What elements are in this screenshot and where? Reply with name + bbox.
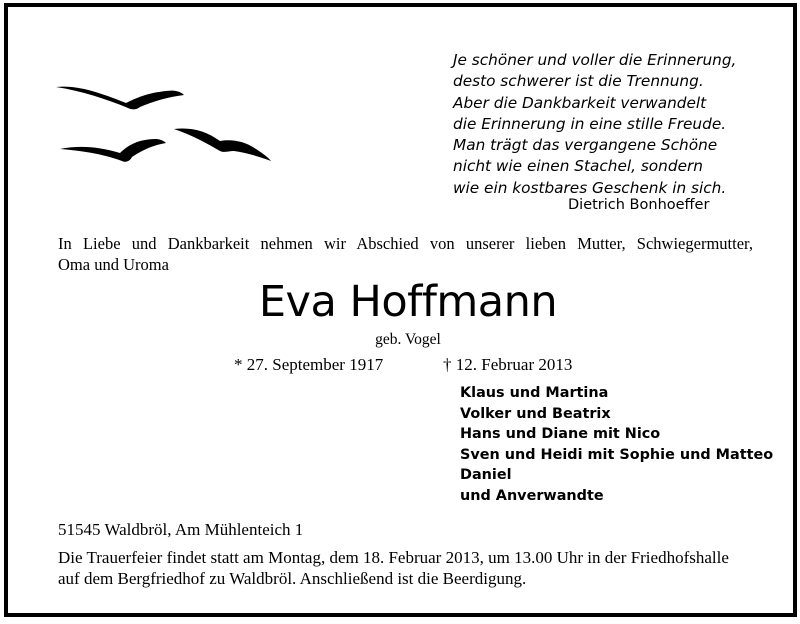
- intro-text: [58, 233, 753, 275]
- poem-line: nicht wie einen Stachel, sondern: [453, 157, 703, 176]
- family-member: Daniel: [460, 467, 512, 483]
- family-member: Sven und Heidi mit Sophie und Matteo: [460, 446, 774, 463]
- poem: [453, 50, 753, 199]
- service-info: [58, 547, 729, 589]
- service-line: auf dem Bergfriedhof zu Waldbröl. Anschließend ist die Beerdigung.: [58, 569, 527, 588]
- poem-line: desto schwerer ist die Trennung.: [453, 72, 704, 91]
- family-member: und Anverwandte: [460, 487, 604, 504]
- family-list: [460, 383, 773, 506]
- deceased-name: Eva Hoffmann: [258, 277, 558, 327]
- birth-date: * 27. September 1917: [234, 355, 384, 374]
- poem-line: die Erinnerung in eine stille Freude.: [453, 114, 727, 133]
- poem-line: Aber die Dankbarkeit verwandelt: [453, 93, 707, 112]
- poem-line: wie ein kostbares Geschenk in sich.: [453, 178, 727, 197]
- family-member: Klaus und Martina: [460, 385, 609, 401]
- intro-line: Oma und Uroma: [58, 255, 169, 274]
- family-member: Volker und Beatrix: [460, 405, 611, 422]
- poem-author: Dietrich Bonhoeffer: [568, 197, 710, 213]
- death-date: † 12. Februar 2013: [443, 355, 573, 374]
- family-member: Hans und Diane mit Nico: [460, 426, 661, 442]
- service-line: Die Trauerfeier findet statt am Montag, dem 18. Februar 2013, um 13.00 Uhr in der Friedhofshalle: [58, 548, 729, 567]
- maiden-name: geb. Vogel: [375, 331, 441, 348]
- birds-icon: [56, 77, 271, 172]
- address: 51545 Waldbröl, Am Mühlenteich 1: [58, 520, 304, 539]
- obituary-card: [4, 3, 797, 617]
- poem-line: Man trägt das vergangene Schöne: [453, 136, 718, 155]
- poem-line: Je schöner und voller die Erinnerung,: [453, 51, 737, 69]
- intro-line: In Liebe und Dankbarkeit nehmen wir Abschied von unserer lieben Mutter, Schwiegermutter,: [58, 234, 753, 253]
